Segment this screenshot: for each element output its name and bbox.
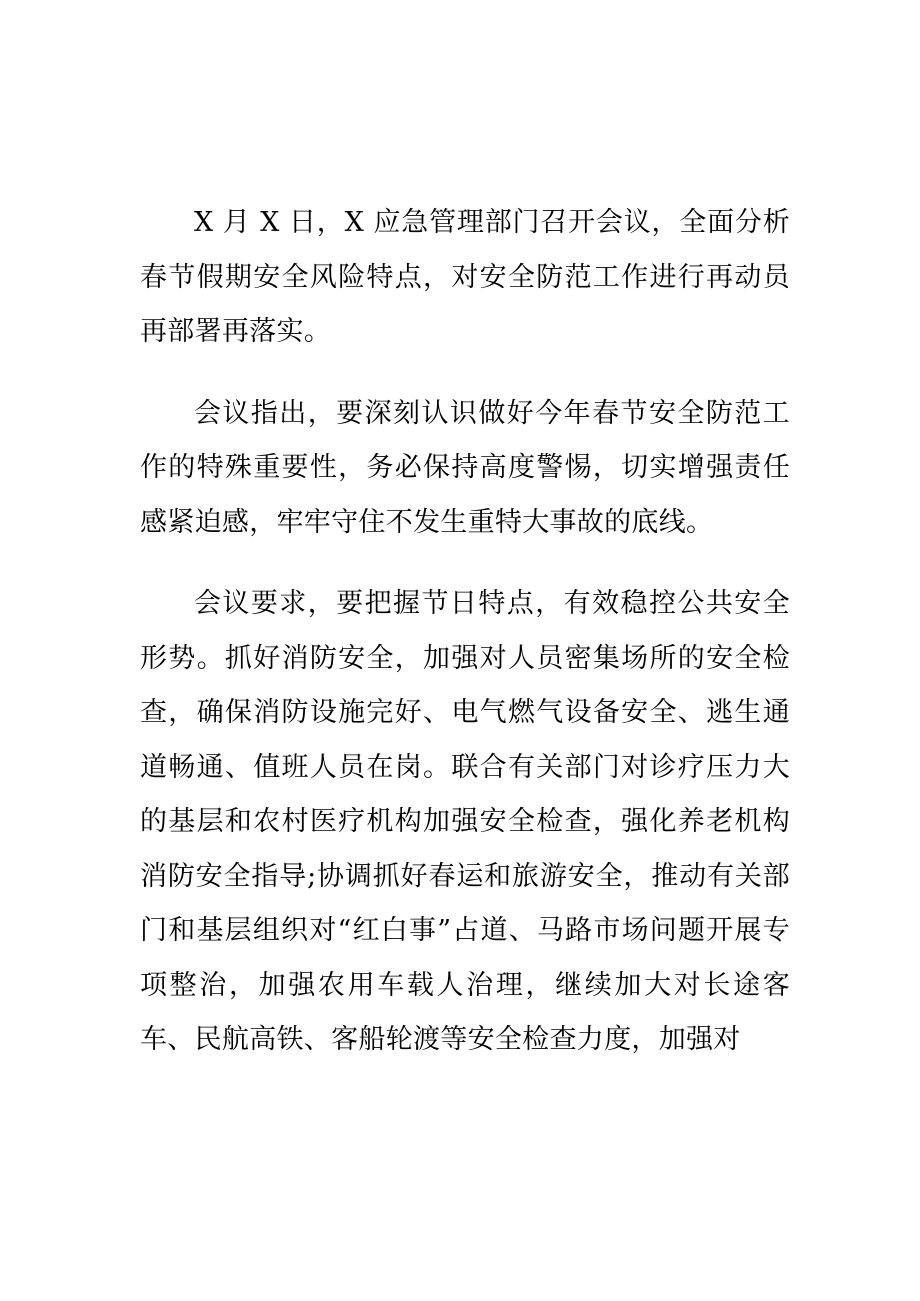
- paragraph-3: 会议要求，要把握节日特点，有效稳控公共安全形势。抓好消防安全，加强对人员密集场所的安全检查，确保消防设施完好、电气燃气设备安全、逃生通道畅通、值班人员在岗。联合有关部门对诊疗压力大的基层和农村医疗机构加强安全检查，强化养老机构消防安全指导;协调抓好春运和旅游安全，推动有关部门和基层组织对“红白事”占道、马路市场问题开展专项整治，加强农用车载人治理，继续加大对长途客车、民航高铁、客船轮渡等安全检查力度，加强对: [140, 588, 790, 1055]
- paragraph-2: 会议指出，要深刻认识做好今年春节安全防范工作的特殊重要性，务必保持高度警惕，切实增强责任感紧迫感，牢牢守住不发生重特大事故的底线。: [140, 397, 790, 538]
- paragraph-1: X 月 X 日，X 应急管理部门召开会议，全面分析春节假期安全风险特点，对安全防范工作进行再动员再部署再落实。: [140, 207, 790, 347]
- document-body: [140, 196, 790, 1068]
